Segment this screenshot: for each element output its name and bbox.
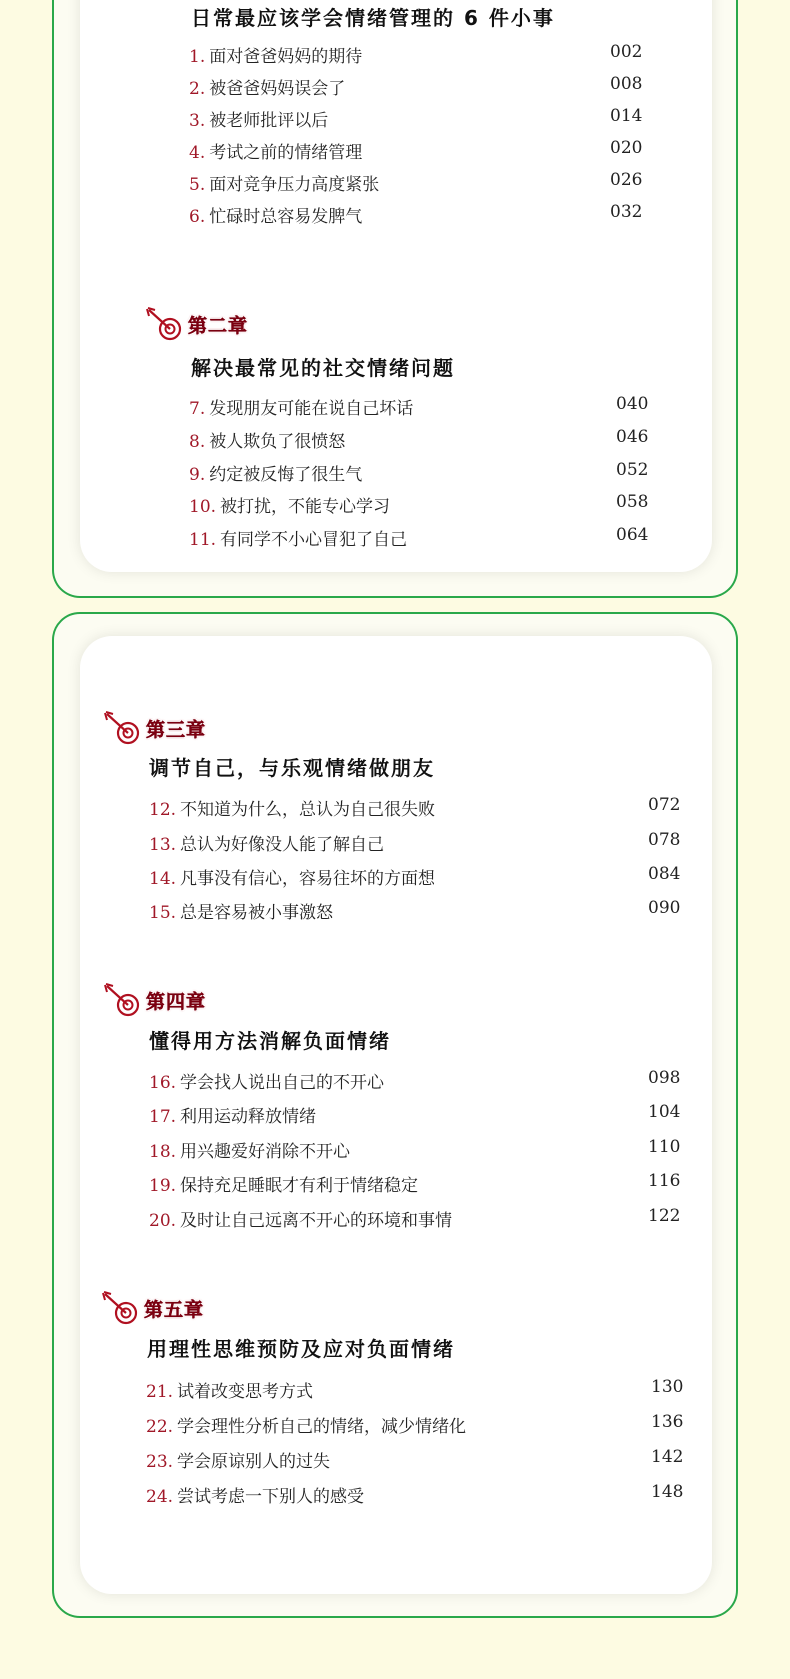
toc-entry[interactable] xyxy=(189,106,328,131)
entry-text: 不知道为什么，总认为自己很失败 xyxy=(180,800,436,820)
entry-text: 利用运动释放情绪 xyxy=(180,1107,317,1127)
entry-text: 约定被反悔了很生气 xyxy=(209,465,363,485)
entry-page: 098 xyxy=(648,1068,681,1088)
toc-entry[interactable] xyxy=(189,460,362,485)
entry-text: 被打扰，不能专心学习 xyxy=(220,497,391,517)
entry-number: 16. xyxy=(149,1073,177,1093)
entry-page: 002 xyxy=(610,42,643,62)
entry-number: 4. xyxy=(189,143,206,163)
entry-number: 18. xyxy=(149,1142,177,1162)
entry-number: 12. xyxy=(149,800,177,820)
toc-entry[interactable] xyxy=(146,1447,330,1472)
target-dart-icon xyxy=(104,711,142,745)
entry-page: 052 xyxy=(616,460,649,480)
entry-text: 保持充足睡眠才有利于情绪稳定 xyxy=(180,1176,419,1196)
entry-text: 及时让自己远离不开心的环境和事情 xyxy=(180,1211,453,1231)
toc-entry[interactable] xyxy=(146,1412,466,1437)
chapter-title: 日常最应该学会情绪管理的 6 件小事 xyxy=(191,6,555,30)
toc-entry[interactable] xyxy=(149,1068,384,1093)
entry-number: 11. xyxy=(189,530,217,550)
chapter-badge xyxy=(104,988,206,1012)
entry-page: 032 xyxy=(610,202,643,222)
entry-number: 13. xyxy=(149,835,177,855)
entry-page: 008 xyxy=(610,74,643,94)
chapter-badge-label: 第二章 xyxy=(188,314,249,337)
entry-number: 19. xyxy=(149,1176,177,1196)
entry-number: 9. xyxy=(189,465,206,485)
entry-number: 7. xyxy=(189,399,206,419)
entry-page: 020 xyxy=(610,138,643,158)
chapter-badge xyxy=(104,716,206,740)
entry-number: 20. xyxy=(149,1211,177,1231)
chapter-title: 用理性思维预防及应对负面情绪 xyxy=(147,1337,455,1361)
entry-text: 学会理性分析自己的情绪，减少情绪化 xyxy=(177,1417,467,1437)
entry-number: 8. xyxy=(189,432,206,452)
entry-text: 被爸爸妈妈误会了 xyxy=(209,79,346,99)
entry-text: 试着改变思考方式 xyxy=(177,1382,314,1402)
entry-page: 104 xyxy=(648,1102,681,1122)
toc-entry[interactable] xyxy=(146,1377,313,1402)
entry-page: 072 xyxy=(648,795,681,815)
toc-entry[interactable] xyxy=(189,427,345,452)
toc-entry[interactable] xyxy=(189,138,362,163)
target-dart-icon xyxy=(146,307,184,341)
entry-text: 被人欺负了很愤怒 xyxy=(209,432,346,452)
toc-entry[interactable] xyxy=(189,74,345,99)
entry-number: 5. xyxy=(189,175,206,195)
entry-number: 17. xyxy=(149,1107,177,1127)
entry-text: 总认为好像没人能了解自己 xyxy=(180,835,385,855)
entry-page: 040 xyxy=(616,394,649,414)
entry-text: 发现朋友可能在说自己坏话 xyxy=(209,399,414,419)
entry-text: 考试之前的情绪管理 xyxy=(209,143,363,163)
entry-page: 084 xyxy=(648,864,681,884)
toc-entry[interactable] xyxy=(149,1137,350,1162)
entry-number: 15. xyxy=(149,903,177,923)
toc-entry[interactable] xyxy=(189,394,413,419)
chapter-badge xyxy=(146,312,248,336)
toc-entry[interactable] xyxy=(189,170,379,195)
entry-text: 面对竞争压力高度紧张 xyxy=(209,175,380,195)
entry-page: 122 xyxy=(648,1206,681,1226)
entry-text: 忙碌时总容易发脾气 xyxy=(209,207,363,227)
entry-text: 有同学不小心冒犯了自己 xyxy=(220,530,408,550)
entry-number: 2. xyxy=(189,79,206,99)
toc-entry[interactable] xyxy=(149,1206,452,1231)
entry-page: 142 xyxy=(651,1447,684,1467)
chapter-title: 懂得用方法消解负面情绪 xyxy=(149,1029,391,1053)
entry-number: 6. xyxy=(189,207,206,227)
toc-entry[interactable] xyxy=(189,202,362,227)
entry-text: 用兴趣爱好消除不开心 xyxy=(180,1142,351,1162)
chapter-title: 调节自己，与乐观情绪做朋友 xyxy=(149,756,435,780)
entry-text: 凡事没有信心，容易往坏的方面想 xyxy=(180,869,436,889)
toc-entry[interactable] xyxy=(149,1171,418,1196)
target-dart-icon xyxy=(102,1291,140,1325)
entry-page: 116 xyxy=(648,1171,681,1191)
entry-page: 058 xyxy=(616,492,649,512)
entry-number: 23. xyxy=(146,1452,174,1472)
entry-page: 078 xyxy=(648,830,681,850)
toc-entry[interactable] xyxy=(189,492,390,517)
target-dart-icon xyxy=(104,983,142,1017)
toc-entry[interactable] xyxy=(149,830,384,855)
entry-text: 学会找人说出自己的不开心 xyxy=(180,1073,385,1093)
chapter-badge-label: 第四章 xyxy=(146,990,207,1013)
entry-number: 1. xyxy=(189,47,206,67)
entry-page: 136 xyxy=(651,1412,684,1432)
toc-entry[interactable] xyxy=(149,898,333,923)
entry-page: 026 xyxy=(610,170,643,190)
entry-text: 总是容易被小事激怒 xyxy=(180,903,334,923)
entry-number: 21. xyxy=(146,1382,174,1402)
entry-page: 148 xyxy=(651,1482,684,1502)
chapter-title: 解决最常见的社交情绪问题 xyxy=(191,356,455,380)
entry-page: 014 xyxy=(610,106,643,126)
toc-entry[interactable] xyxy=(189,42,362,67)
entry-text: 被老师批评以后 xyxy=(209,111,329,131)
toc-entry[interactable] xyxy=(149,864,435,889)
entry-number: 3. xyxy=(189,111,206,131)
entry-text: 面对爸爸妈妈的期待 xyxy=(209,47,363,67)
entry-number: 14. xyxy=(149,869,177,889)
chapter-badge-label: 第三章 xyxy=(146,718,207,741)
chapter-badge xyxy=(102,1296,204,1320)
entry-page: 064 xyxy=(616,525,649,545)
entry-text: 学会原谅别人的过失 xyxy=(177,1452,331,1472)
toc-entry[interactable] xyxy=(146,1482,364,1507)
entry-number: 10. xyxy=(189,497,217,517)
toc-entry[interactable] xyxy=(149,1102,316,1127)
chapter-badge-label: 第五章 xyxy=(144,1298,205,1321)
entry-page: 046 xyxy=(616,427,649,447)
toc-entry[interactable] xyxy=(149,795,435,820)
toc-entry[interactable] xyxy=(189,525,407,550)
entry-number: 24. xyxy=(146,1487,174,1507)
entry-page: 130 xyxy=(651,1377,684,1397)
entry-number: 22. xyxy=(146,1417,174,1437)
entry-page: 110 xyxy=(648,1137,681,1157)
entry-text: 尝试考虑一下别人的感受 xyxy=(177,1487,365,1507)
entry-page: 090 xyxy=(648,898,681,918)
